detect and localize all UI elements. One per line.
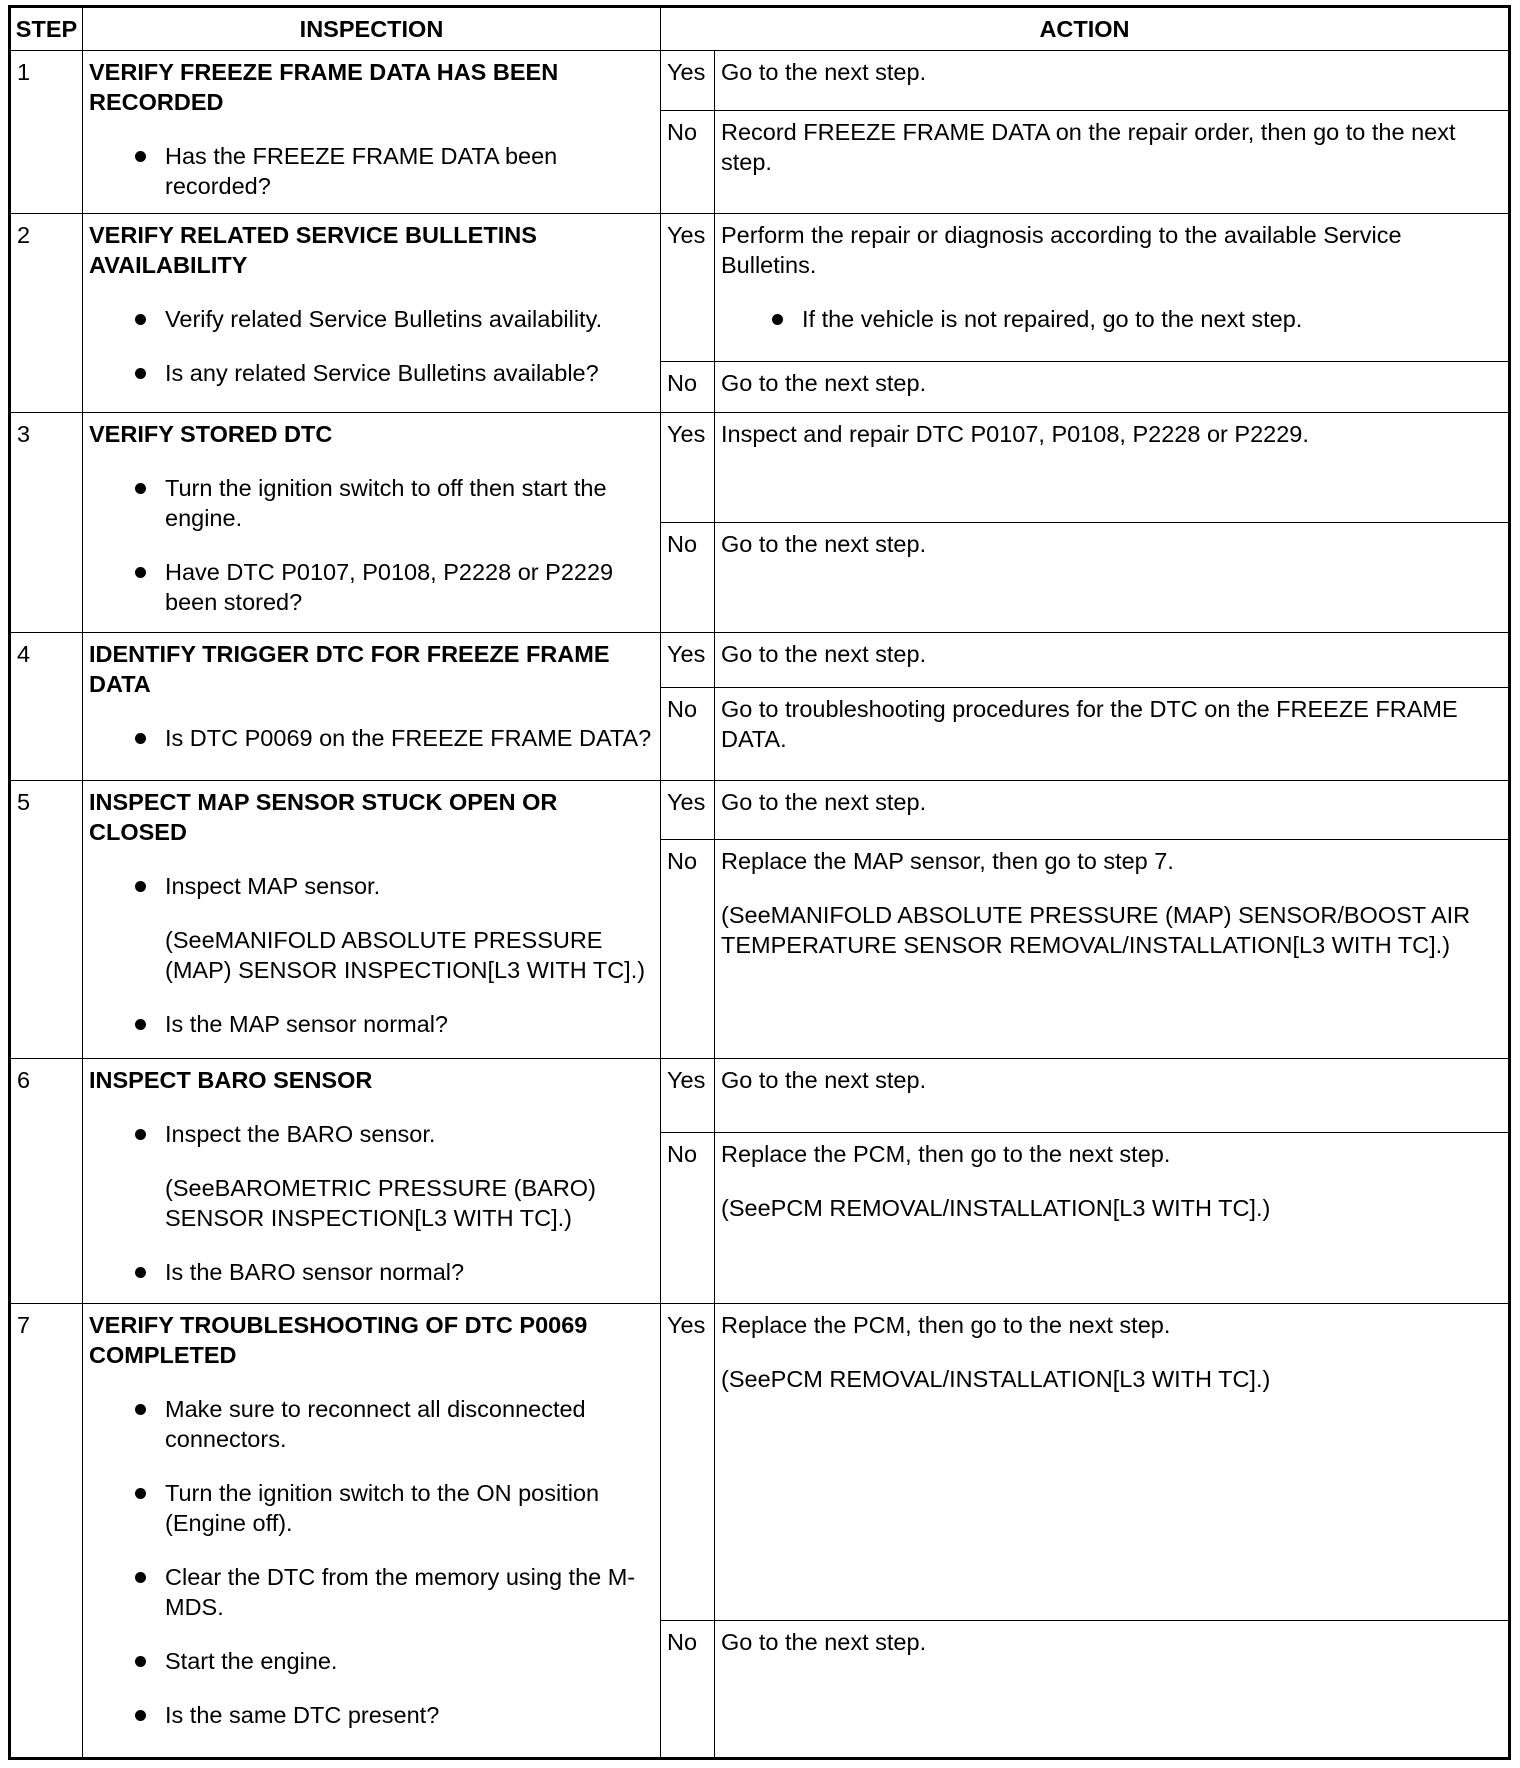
inspection-title: INSPECT MAP SENSOR STUCK OPEN OR CLOSED [89, 789, 558, 846]
step-number-cell: 2 [10, 214, 83, 413]
inspection-bullet-list [89, 871, 654, 1039]
header-row [10, 7, 1510, 51]
inspection-bullet-list [89, 473, 654, 617]
inspection-title: VERIFY FREEZE FRAME DATA HAS BEEN RECORDED [89, 59, 559, 115]
inspection-bullet-item: Is any related Service Bulletins available? [89, 358, 654, 388]
step-row [10, 1059, 1510, 1133]
inspection-bullet-list [89, 304, 654, 388]
inspection-cell [83, 214, 661, 413]
action-yes-cell [715, 1059, 1510, 1133]
action-column-header: ACTION [661, 7, 1510, 51]
yes-label: Yes [661, 781, 715, 840]
inspection-bullet-item: Make sure to reconnect all disconnected connectors. [89, 1394, 654, 1454]
yes-label: Yes [661, 214, 715, 362]
inspection-note: (SeeMANIFOLD ABSOLUTE PRESSURE (MAP) SENSOR INSPECTION[L3 WITH TC].) [165, 927, 646, 984]
step-number-cell: 4 [10, 632, 83, 780]
inspection-bullet-item: Has the FREEZE FRAME DATA been recorded? [89, 141, 654, 201]
action-text: Record FREEZE FRAME DATA on the repair order, then go to the next step. [721, 119, 1456, 176]
inspection-bullet-item: Turn the ignition switch to the ON position (Engine off). [89, 1478, 654, 1538]
action-text: Go to troubleshooting procedures for the DTC on the FREEZE FRAME DATA. [721, 695, 1458, 752]
action-yes-cell [715, 781, 1510, 840]
action-no-cell [715, 1620, 1510, 1758]
action-no-cell [715, 522, 1510, 632]
action-yes-cell [715, 51, 1510, 111]
action-yes-cell [715, 214, 1510, 362]
action-text: Replace the PCM, then go to the next step. [721, 1141, 1171, 1168]
step-row [10, 214, 1510, 362]
action-no-cell [715, 362, 1510, 413]
yes-label: Yes [661, 51, 715, 111]
inspection-bullet-item: Verify related Service Bulletins availability. [89, 304, 654, 334]
action-no-cell [715, 840, 1510, 1059]
no-label: No [661, 1133, 715, 1304]
action-text: Go to the next step. [721, 59, 927, 85]
yes-label: Yes [661, 412, 715, 522]
action-yes-cell [715, 1304, 1510, 1620]
action-text: (SeePCM REMOVAL/INSTALLATION[L3 WITH TC].) [721, 1195, 1271, 1222]
step-row [10, 51, 1510, 111]
action-yes-cell [715, 412, 1510, 522]
step-number-cell: 1 [10, 51, 83, 214]
no-label: No [661, 522, 715, 632]
no-label: No [661, 840, 715, 1059]
yes-label: Yes [661, 632, 715, 687]
inspection-bullet-item: Is the same DTC present? [89, 1700, 654, 1730]
inspection-bullet-item: Clear the DTC from the memory using the M-MDS. [89, 1562, 654, 1622]
action-no-cell [715, 687, 1510, 781]
action-text: (SeeMANIFOLD ABSOLUTE PRESSURE (MAP) SENSOR/BOOST AIR TEMPERATURE SENSOR REMOVAL/INSTALLATION[L3 WITH TC].) [721, 902, 1471, 959]
inspection-bullet-list [89, 1394, 654, 1730]
action-text: Go to the next step. [721, 370, 927, 397]
inspection-bullet-item: Start the engine. [89, 1646, 654, 1676]
action-bullet-item: If the vehicle is not repaired, go to the next step. [721, 304, 1502, 334]
step-number-cell: 7 [10, 1304, 83, 1759]
inspection-column-header: INSPECTION [83, 7, 661, 51]
diagnostic-procedure-table [8, 5, 1511, 1760]
inspection-bullet-list [89, 1119, 654, 1287]
action-yes-cell [715, 632, 1510, 687]
action-text: Go to the next step. [721, 530, 927, 557]
yes-label: Yes [661, 1304, 715, 1620]
inspection-cell [83, 632, 661, 780]
inspection-cell [83, 1304, 661, 1759]
inspection-bullet-item: Is the MAP sensor normal? [89, 1009, 654, 1039]
action-text: Go to the next step. [721, 1628, 927, 1655]
step-number-cell: 5 [10, 781, 83, 1059]
inspection-bullet-item: Inspect MAP sensor. [89, 871, 654, 901]
action-bullet-list [721, 304, 1502, 334]
inspection-title: VERIFY TROUBLESHOOTING OF DTC P0069 COMPLETED [89, 1312, 588, 1369]
inspection-bullet-list [89, 723, 654, 753]
inspection-title: VERIFY STORED DTC [89, 420, 333, 447]
step-row [10, 781, 1510, 840]
inspection-bullet-list [89, 141, 654, 201]
step-row [10, 1304, 1510, 1620]
action-no-cell [715, 1133, 1510, 1304]
step-column-header: STEP [10, 7, 83, 51]
inspection-bullet-item: Inspect the BARO sensor. [89, 1119, 654, 1149]
action-no-cell [715, 111, 1510, 214]
inspection-title: IDENTIFY TRIGGER DTC FOR FREEZE FRAME DATA [89, 640, 610, 697]
step-row [10, 632, 1510, 687]
inspection-title: VERIFY RELATED SERVICE BULLETINS AVAILABILITY [89, 222, 537, 279]
inspection-bullet-item: Turn the ignition switch to off then start the engine. [89, 473, 654, 533]
inspection-bullet-item: Is the BARO sensor normal? [89, 1257, 654, 1287]
action-text: Go to the next step. [721, 640, 927, 667]
no-label: No [661, 111, 715, 214]
step-number-cell: 6 [10, 1059, 83, 1304]
action-text: (SeePCM REMOVAL/INSTALLATION[L3 WITH TC].) [721, 1366, 1271, 1393]
step-number-cell: 3 [10, 412, 83, 632]
inspection-cell [83, 1059, 661, 1304]
inspection-cell [83, 412, 661, 632]
inspection-title: INSPECT BARO SENSOR [89, 1067, 373, 1094]
inspection-cell [83, 781, 661, 1059]
action-text: Perform the repair or diagnosis according to the available Service Bulletins. [721, 222, 1402, 279]
action-text: Inspect and repair DTC P0107, P0108, P2228 or P2229. [721, 420, 1309, 447]
no-label: No [661, 1620, 715, 1758]
action-text: Go to the next step. [721, 1067, 927, 1094]
action-text: Go to the next step. [721, 789, 927, 816]
no-label: No [661, 687, 715, 781]
table-body [10, 51, 1510, 1759]
inspection-bullet-item: Is DTC P0069 on the FREEZE FRAME DATA? [89, 723, 654, 753]
step-row [10, 412, 1510, 522]
no-label: No [661, 362, 715, 413]
inspection-cell [83, 51, 661, 214]
inspection-bullet-item: Have DTC P0107, P0108, P2228 or P2229 been stored? [89, 557, 654, 617]
action-text: Replace the PCM, then go to the next step. [721, 1312, 1171, 1339]
action-text: Replace the MAP sensor, then go to step 7. [721, 848, 1174, 875]
inspection-note: (SeeBAROMETRIC PRESSURE (BARO) SENSOR INSPECTION[L3 WITH TC].) [165, 1175, 596, 1232]
yes-label: Yes [661, 1059, 715, 1133]
